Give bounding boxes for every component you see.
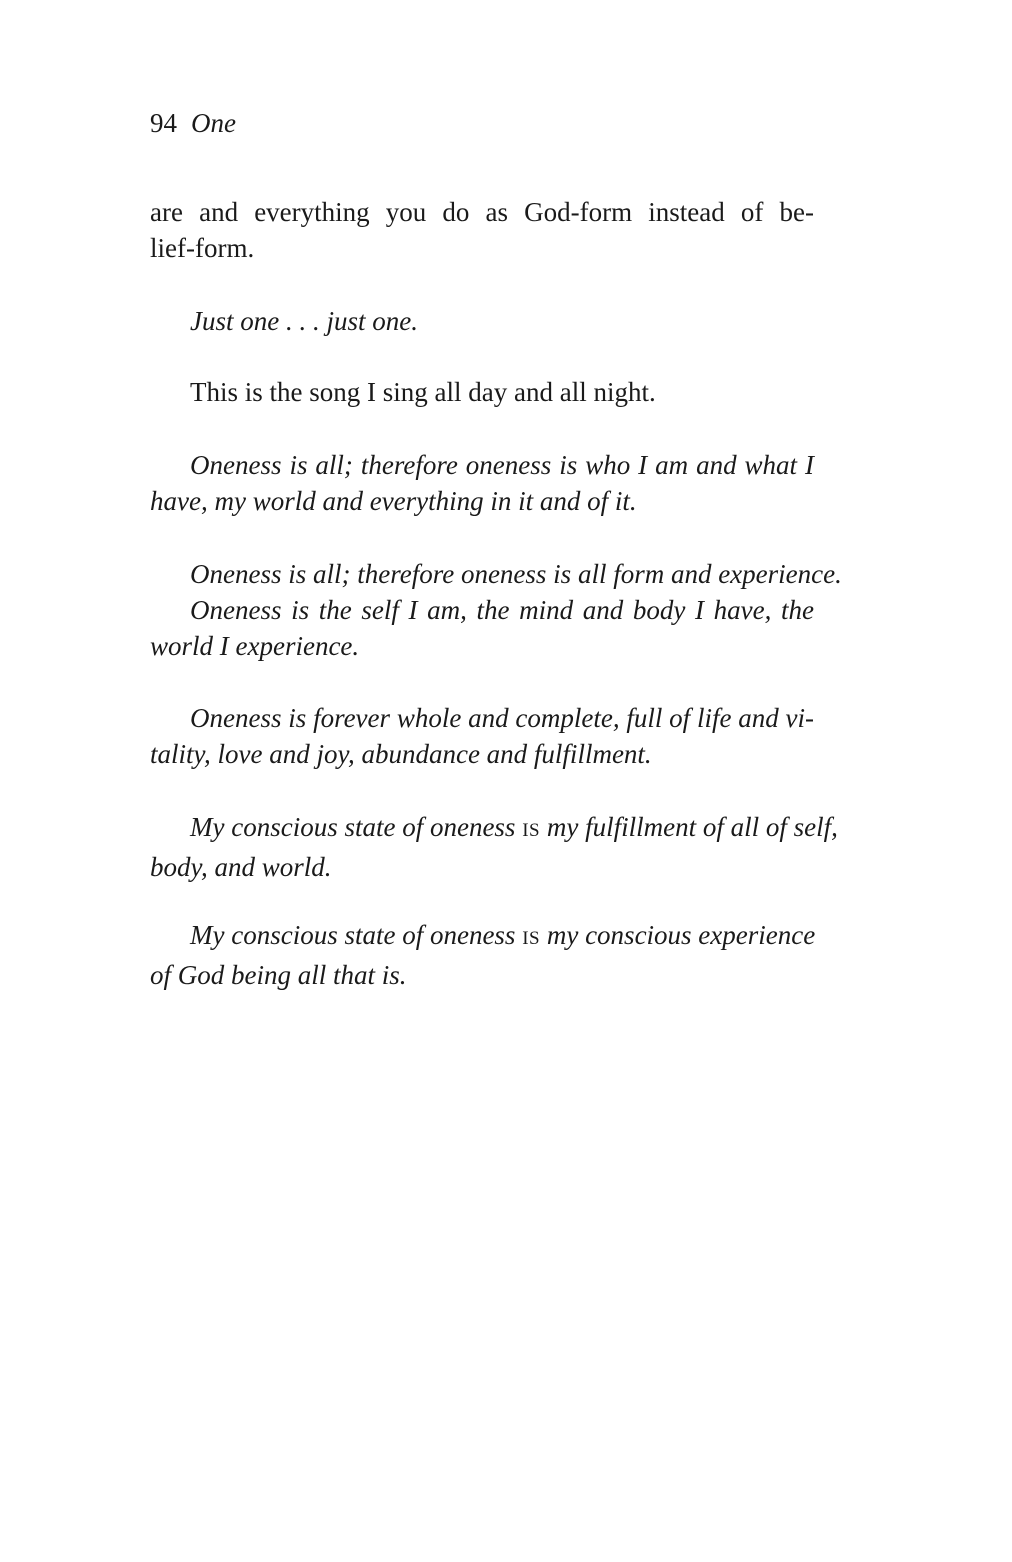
emphasis-is: IS	[522, 820, 541, 841]
text-line: body, and world.	[150, 852, 332, 882]
paragraph-5	[150, 556, 842, 664]
text-line: Oneness is the self I am, the mind and body I have, the	[190, 595, 814, 625]
text-line: are and everything you do as God-form instead of be-	[150, 197, 814, 227]
text-segment: my fulfillment of all of self,	[546, 812, 838, 842]
page-number: 94	[150, 108, 177, 138]
text-line: have, my world and everything in it and of it.	[150, 486, 637, 516]
paragraph-7	[150, 809, 838, 885]
text-line	[150, 917, 814, 957]
paragraph-6	[150, 700, 814, 772]
text-line: Oneness is forever whole and complete, full of life and vi-	[190, 703, 814, 733]
text-line: world I experience.	[150, 631, 360, 661]
text-line: of God being all that is.	[150, 960, 407, 990]
text-line: tality, love and joy, abundance and fulfillment.	[150, 739, 652, 769]
text-line: lief-form.	[150, 233, 255, 263]
paragraph-4	[150, 447, 814, 519]
emphasis-is: IS	[522, 928, 541, 949]
running-title: One	[191, 108, 236, 138]
text-line: This is the song I sing all day and all night.	[190, 377, 656, 407]
text-line: Oneness is all; therefore oneness is who I am and what I	[190, 450, 814, 480]
text-segment: My conscious state of oneness	[190, 812, 516, 842]
paragraph-1	[150, 194, 814, 266]
text-segment: My conscious state of oneness	[190, 920, 516, 950]
text-segment: my conscious experience	[546, 920, 816, 950]
text-line: Oneness is all; therefore oneness is all form and experience.	[190, 559, 842, 589]
paragraph-8	[150, 917, 814, 993]
text-line	[150, 809, 838, 849]
text-line: Just one . . . just one.	[190, 306, 418, 336]
paragraph-3	[150, 374, 814, 410]
running-header	[150, 108, 236, 139]
paragraph-2	[150, 303, 814, 339]
